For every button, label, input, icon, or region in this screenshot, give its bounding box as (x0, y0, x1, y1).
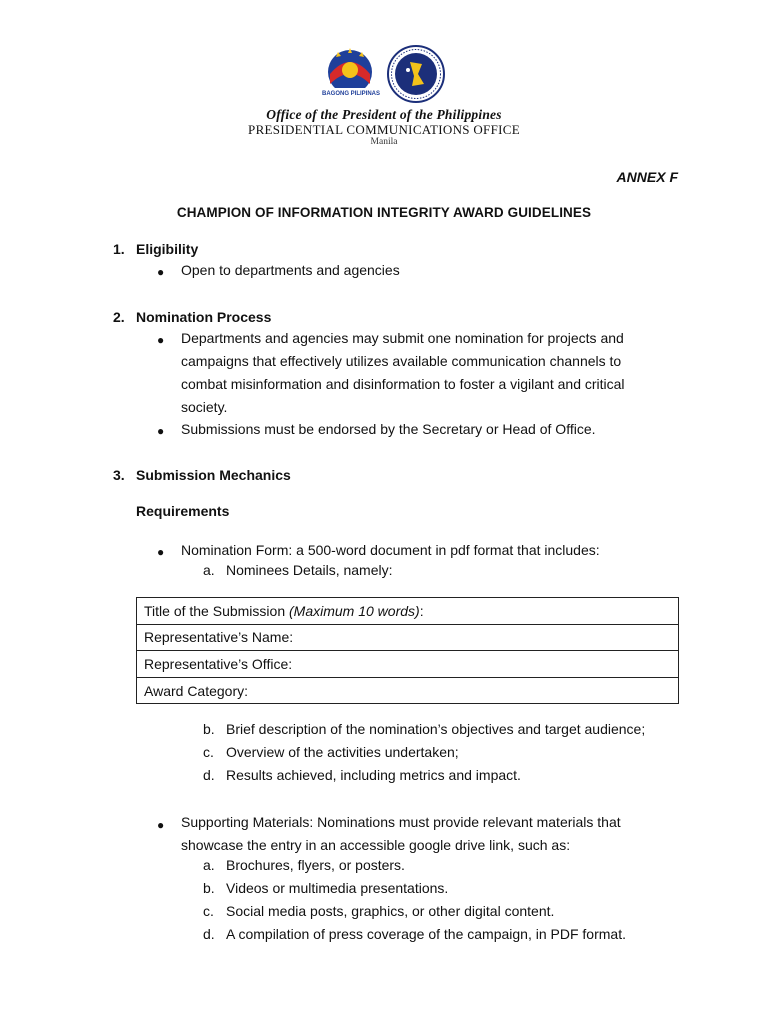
max-words-note: (Maximum 10 words) (289, 602, 420, 619)
list-item: A compilation of press coverage of the campaign, in PDF format. (226, 926, 626, 942)
pco-seal-logo (388, 46, 444, 102)
list-letter: c. (203, 744, 214, 760)
list-letter: a. (203, 857, 215, 873)
bullet-icon: ● (157, 424, 165, 438)
bullet-icon: ● (157, 545, 165, 559)
list-letter: d. (203, 926, 215, 942)
table-row (137, 624, 679, 651)
list-item: Results achieved, including metrics and impact. (226, 767, 521, 783)
pco-office-name: PRESIDENTIAL COMMUNICATIONS OFFICE (248, 122, 520, 137)
office-city: Manila (370, 137, 398, 147)
bagong-pilipinas-logo (322, 48, 380, 97)
header-logos (322, 44, 450, 108)
section-2-number: 2. (113, 309, 125, 325)
list-item: Nominees Details, namely: (226, 562, 393, 578)
table-row (137, 651, 679, 678)
title-of-submission-cell (137, 598, 679, 625)
document-title: CHAMPION OF INFORMATION INTEGRITY AWARD GUIDELINES (176, 205, 592, 220)
list-item: Brief description of the nomination’s objectives and target audience; (226, 721, 646, 737)
bullet-icon: ● (157, 265, 165, 279)
award-category-cell: Award Category: (137, 677, 679, 704)
annex-label: ANNEX F (616, 169, 678, 185)
office-of-president-heading: Office of the President of the Philippines (266, 107, 502, 122)
list-item: Social media posts, graphics, or other digital content. (226, 903, 555, 919)
nomination-bullet-line-4: society. (181, 399, 228, 415)
list-letter: a. (203, 562, 215, 578)
title-label: Title of the Submission (144, 602, 289, 619)
nomination-bullet-line-3: combat misinformation and disinformation to foster a vigilant and critical (181, 376, 625, 392)
section-3-number: 3. (113, 467, 125, 483)
list-letter: b. (203, 721, 215, 737)
list-item: Overview of the activities undertaken; (226, 744, 459, 760)
section-1-number: 1. (113, 241, 125, 257)
section-2-heading: Nomination Process (136, 309, 272, 325)
nomination-form-bullet: Nomination Form: a 500-word document in pdf format that includes: (181, 542, 600, 558)
representative-office-cell: Representative’s Office: (137, 651, 679, 678)
supporting-materials-line-2: showcase the entry in an accessible google drive link, such as: (181, 837, 571, 853)
representative-name-cell: Representative’s Name: (137, 624, 679, 651)
bullet-icon: ● (157, 333, 165, 347)
svg-text:BAGONG PILIPINAS: BAGONG PILIPINAS (322, 91, 381, 97)
nominee-details-table (136, 597, 679, 704)
section-1-heading: Eligibility (136, 241, 199, 257)
section-3-heading: Submission Mechanics (136, 467, 291, 483)
table-row (137, 677, 679, 704)
list-item: Videos or multimedia presentations. (226, 880, 449, 896)
list-letter: d. (203, 767, 215, 783)
nomination-bullet-line-2: campaigns that effectively utilizes available communication channels to (181, 353, 622, 369)
requirements-subheading: Requirements (136, 503, 230, 519)
nomination-bullet-line-1: Departments and agencies may submit one nomination for projects and (181, 330, 624, 346)
bullet-icon: ● (157, 818, 165, 832)
list-item: Brochures, flyers, or posters. (226, 857, 405, 873)
eligibility-bullet-text: Open to departments and agencies (181, 262, 400, 278)
table-row (137, 598, 679, 625)
endorsement-bullet-text: Submissions must be endorsed by the Secretary or Head of Office. (181, 421, 596, 437)
list-letter: b. (203, 880, 215, 896)
supporting-materials-line-1: Supporting Materials: Nominations must provide relevant materials that (181, 814, 621, 830)
title-colon: : (419, 602, 424, 619)
list-letter: c. (203, 903, 214, 919)
